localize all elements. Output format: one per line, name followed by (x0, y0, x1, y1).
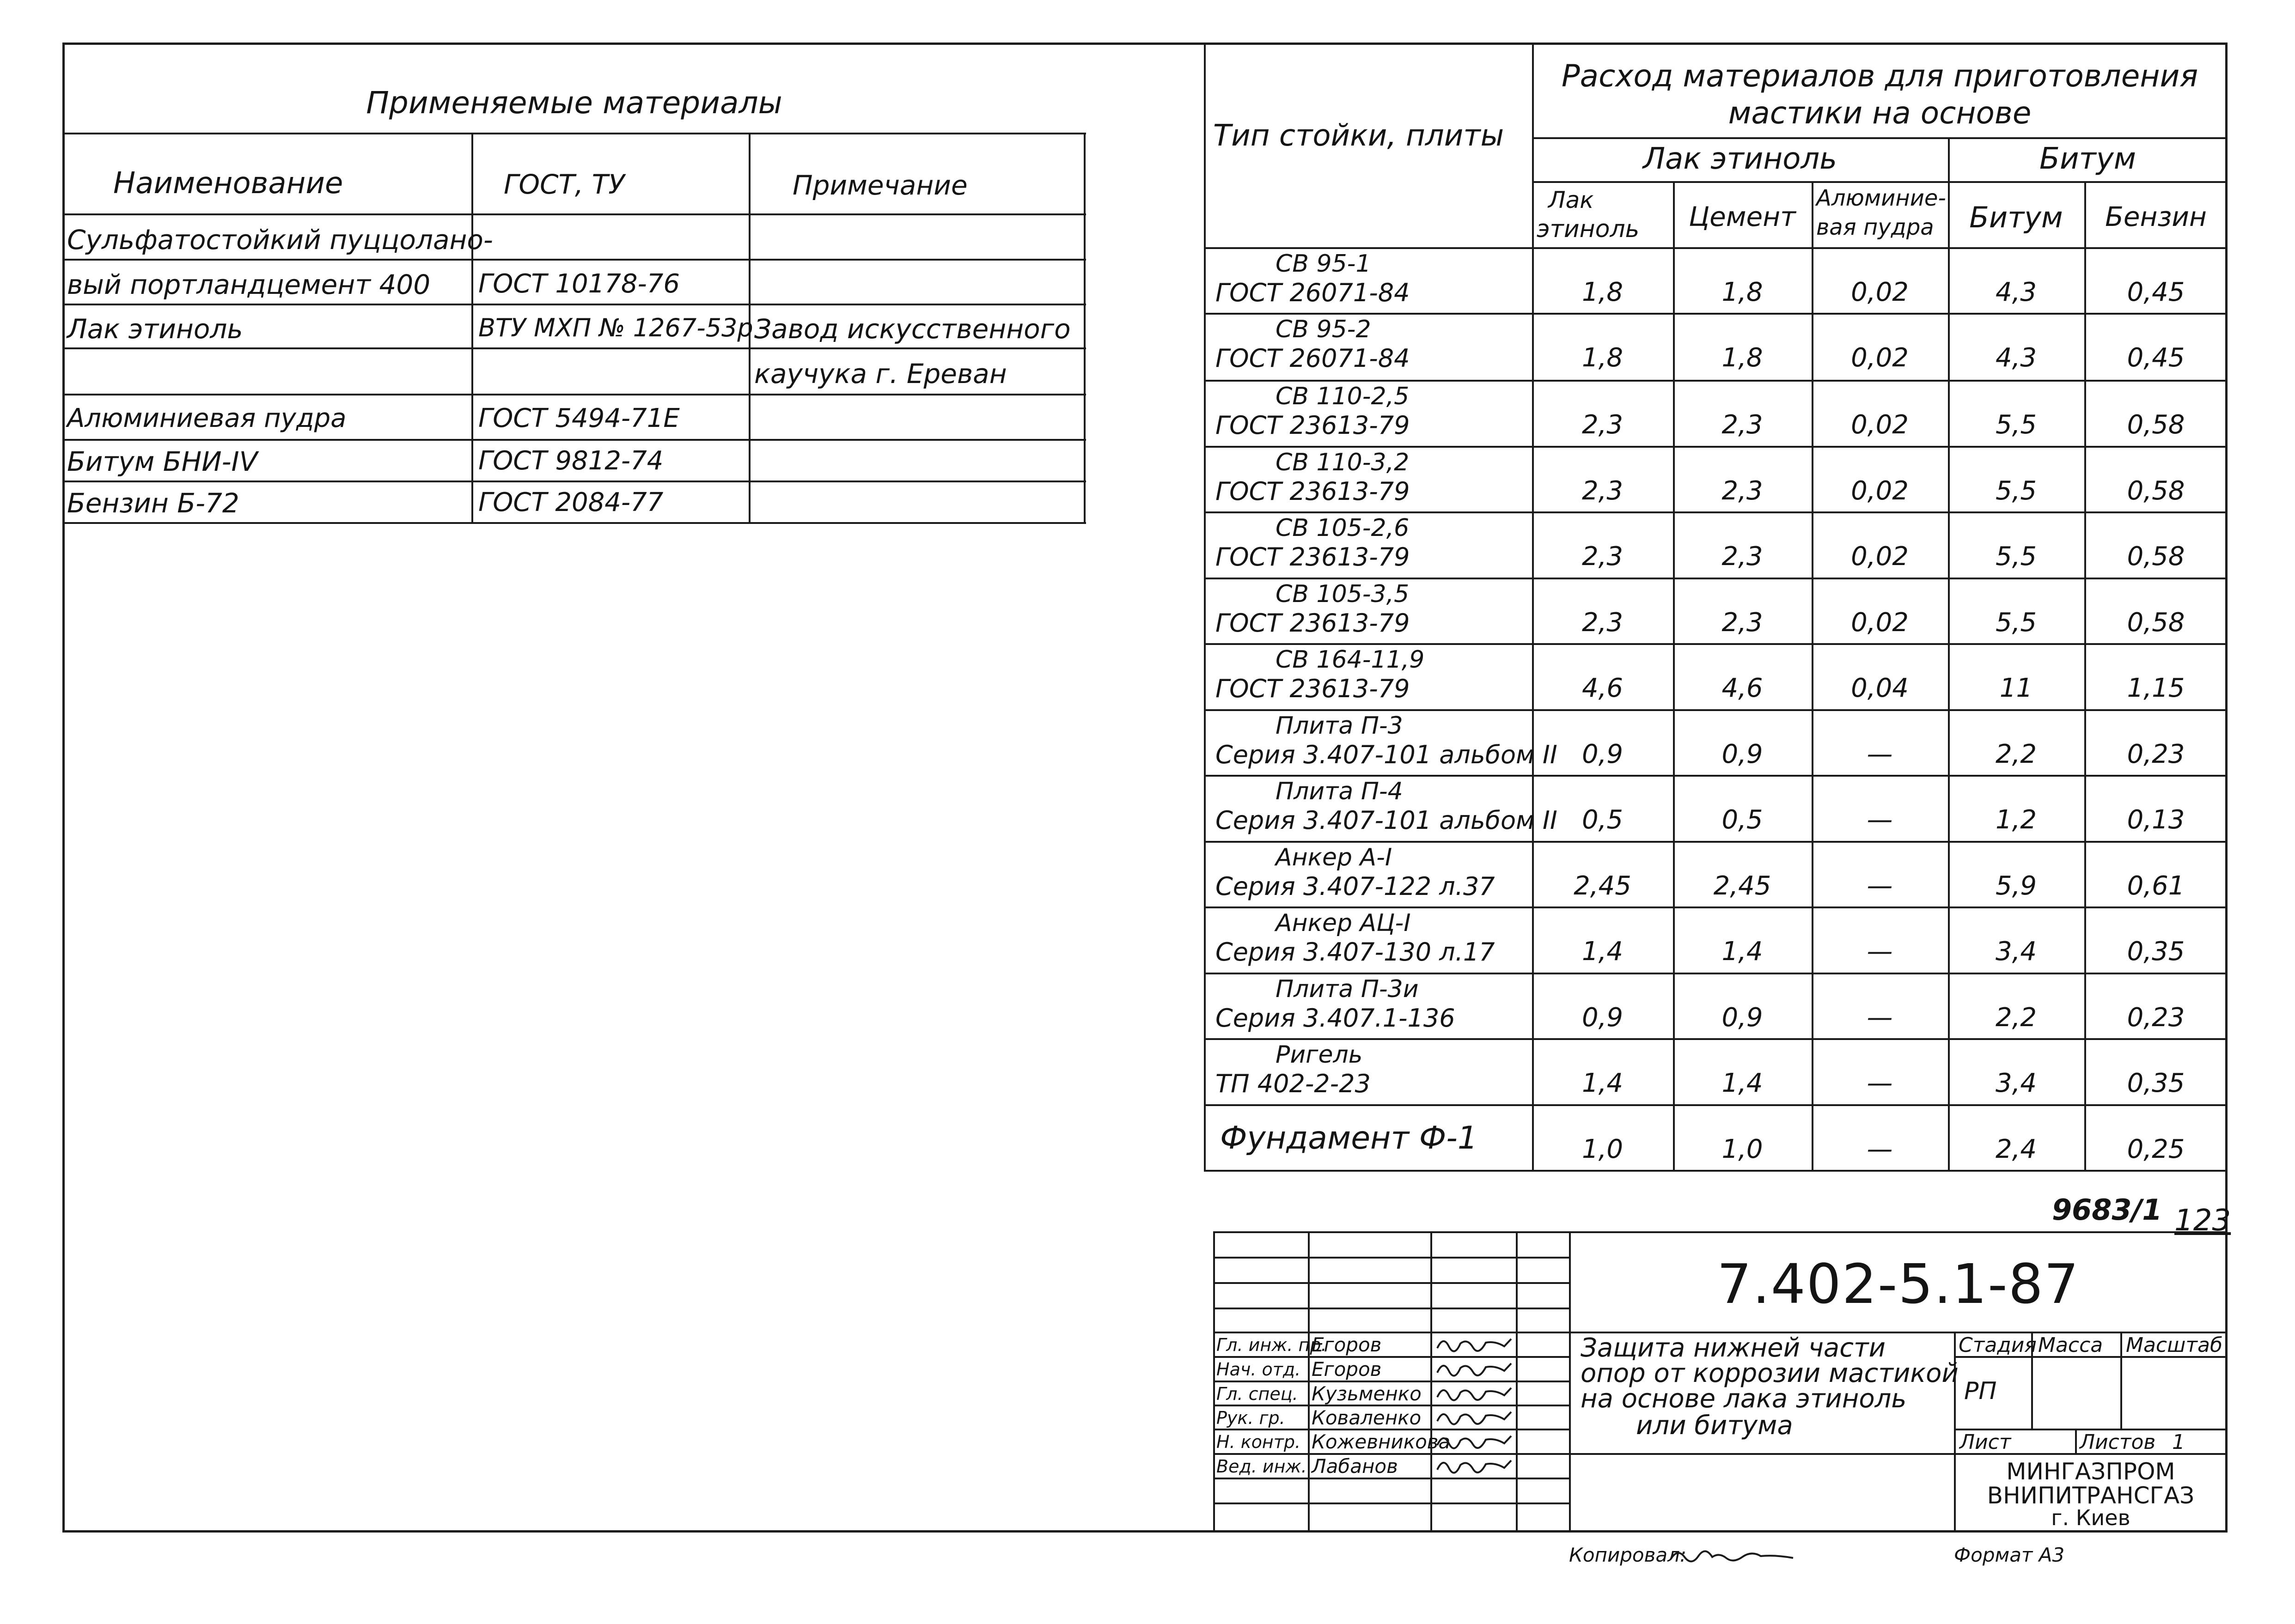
signature-name: Егоров (1312, 1358, 1382, 1381)
stage-label: Стадия (1959, 1333, 2037, 1357)
materials-row-name: Алюминиевая пудра (67, 403, 347, 433)
signature-name: Егоров (1312, 1333, 1382, 1356)
cell-bitumen: 2,2 (1995, 1003, 2037, 1033)
materials-row-gost: ВТУ МХП № 1267-53р (478, 313, 753, 342)
consumption-main-header-line2: мастики на основе (1728, 95, 2032, 131)
cell-aluminum: 0,04 (1851, 673, 1909, 703)
title-description-line: опор от коррозии мастикой (1581, 1358, 1959, 1388)
cell-gasoline: 0,35 (2127, 1068, 2185, 1098)
cell-cement: 0,5 (1721, 805, 1763, 835)
materials-row-note: Завод искусственного (754, 313, 1071, 345)
materials-title: Применяемые материалы (366, 85, 782, 121)
cell-gasoline: 0,61 (2127, 871, 2185, 901)
sub-header-lacquer: Лак (1548, 187, 1594, 213)
row-type-name: СВ 95-1 (1276, 250, 1371, 278)
cell-bitumen: 11 (1999, 673, 2033, 703)
cell-cement: 0,9 (1721, 739, 1763, 769)
handwritten-signature (1435, 1454, 1514, 1476)
format-label: Формат А3 (1954, 1544, 2065, 1566)
row-type-name: Анкер АЦ-I (1276, 909, 1411, 937)
signature-name: Коваленко (1312, 1406, 1422, 1429)
materials-row-name: вый портландцемент 400 (67, 269, 431, 300)
materials-row-name: Сульфатостойкий пуццолано- (67, 224, 493, 255)
handwritten-signature (1435, 1332, 1514, 1355)
cell-aluminum: 0,02 (1851, 410, 1909, 440)
signature-role: Вед. инж. (1216, 1456, 1307, 1477)
row-type-reference: ТП 402-2-23 (1215, 1069, 1371, 1098)
title-description-line: на основе лака этиноль (1581, 1384, 1907, 1414)
signature-role: Нач. отд. (1216, 1359, 1301, 1380)
cell-cement: 2,3 (1721, 608, 1763, 638)
row-type-reference: Серия 3.407.1-136 (1215, 1004, 1455, 1033)
cell-lacquer: 2,3 (1581, 476, 1624, 506)
cell-bitumen: 5,5 (1995, 476, 2037, 506)
cell-cement: 1,8 (1721, 343, 1763, 373)
cell-aluminum: 0,02 (1851, 343, 1909, 373)
cell-aluminum: — (1867, 805, 1893, 835)
materials-row-gost: ГОСТ 2084-77 (478, 487, 664, 517)
row-type-reference: ГОСТ 23613-79 (1215, 674, 1410, 703)
cell-gasoline: 1,15 (2127, 673, 2185, 703)
handwritten-signature (1435, 1381, 1514, 1404)
signature-role: Н. контр. (1216, 1432, 1301, 1452)
handwritten-signature (1435, 1429, 1514, 1452)
group-header-lacquer: Лак этиноль (1643, 142, 1837, 176)
cell-aluminum: — (1867, 739, 1893, 769)
cell-lacquer: 0,5 (1581, 805, 1624, 835)
cell-gasoline: 0,35 (2127, 937, 2185, 967)
row-type-reference: ГОСТ 23613-79 (1215, 477, 1410, 506)
cell-bitumen: 3,4 (1995, 1068, 2037, 1098)
type-column-header: Тип стойки, плиты (1213, 119, 1504, 153)
row-type-name: СВ 110-3,2 (1276, 449, 1410, 476)
sheet-label: Лист (1959, 1430, 2011, 1454)
sheets-value: 1 (2172, 1430, 2185, 1454)
cell-gasoline: 0,25 (2127, 1134, 2185, 1164)
row-type-name: СВ 105-2,6 (1276, 514, 1410, 542)
cell-cement: 1,4 (1721, 1068, 1763, 1098)
cell-aluminum: — (1867, 1068, 1893, 1098)
cell-lacquer: 4,6 (1581, 673, 1624, 703)
cell-cement: 1,0 (1721, 1134, 1763, 1164)
sub-header-aluminum: Алюминие- (1816, 185, 1946, 211)
row-type-reference: ГОСТ 23613-79 (1215, 542, 1410, 572)
cell-lacquer: 1,8 (1581, 277, 1624, 307)
cell-bitumen: 1,2 (1995, 805, 2037, 835)
cell-aluminum: — (1867, 871, 1893, 901)
row-type-reference: Серия 3.407-130 л.17 (1215, 937, 1495, 967)
cell-bitumen: 5,5 (1995, 608, 2037, 638)
materials-row-note: каучука г. Ереван (754, 358, 1007, 389)
cell-bitumen: 4,3 (1995, 343, 2037, 373)
cell-lacquer: 0,9 (1581, 1003, 1624, 1033)
cell-gasoline: 0,23 (2127, 1003, 2185, 1033)
organization-city: г. Киев (2051, 1505, 2130, 1530)
sub-header-aluminum-line2: вая пудра (1816, 214, 1934, 240)
row-type-name: Плита П-3и (1276, 975, 1419, 1003)
materials-row-gost: ГОСТ 5494-71Е (478, 403, 680, 433)
sub-header-gasoline: Бензин (2105, 201, 2207, 232)
row-type-reference: ГОСТ 23613-79 (1215, 608, 1410, 638)
materials-header-note: Примечание (793, 170, 968, 201)
document-code: 7.402-5.1-87 (1717, 1252, 2080, 1316)
cell-lacquer: 2,3 (1581, 541, 1624, 572)
row-type-reference: ГОСТ 23613-79 (1215, 411, 1410, 440)
row-type-reference: Серия 3.407-101 альбом II (1215, 806, 1557, 835)
row-type-name: Плита П-4 (1276, 778, 1403, 805)
organization-institute: ВНИПИТРАНСГАЗ (1987, 1482, 2195, 1509)
cell-lacquer: 1,0 (1581, 1134, 1624, 1164)
cell-cement: 1,4 (1721, 937, 1763, 967)
row-type-name: Анкер А-I (1276, 844, 1392, 871)
cell-gasoline: 0,23 (2127, 739, 2185, 769)
sub-header-cement: Цемент (1689, 201, 1796, 232)
row-type-name: СВ 95-2 (1276, 316, 1371, 343)
materials-row-name: Бензин Б-72 (67, 487, 239, 519)
signature-name: Кузьменко (1312, 1382, 1422, 1405)
cell-lacquer: 2,45 (1574, 871, 1631, 901)
row-type-name: СВ 105-3,5 (1276, 580, 1410, 608)
group-header-bitumen: Битум (2039, 142, 2136, 176)
row-type-name: Ригель (1276, 1041, 1363, 1069)
handwritten-signature (1435, 1357, 1514, 1379)
cell-bitumen: 5,9 (1995, 871, 2037, 901)
signature-name: Лабанов (1312, 1455, 1398, 1478)
mass-label: Масса (2038, 1333, 2103, 1357)
cell-gasoline: 0,13 (2127, 805, 2185, 835)
signature-name: Кожевникова (1312, 1430, 1451, 1453)
row-type-name: СВ 164-11,9 (1276, 646, 1425, 674)
cell-aluminum: — (1867, 937, 1893, 967)
scale-label: Масштаб (2126, 1333, 2223, 1357)
copier-signature (1668, 1543, 1798, 1568)
cell-gasoline: 0,45 (2127, 343, 2185, 373)
title-description-line: Защита нижней части (1581, 1333, 1886, 1363)
sub-header-bitumen: Битум (1969, 201, 2063, 234)
consumption-main-header: Расход материалов для приготовления (1561, 58, 2198, 94)
cell-lacquer: 2,3 (1581, 410, 1624, 440)
cell-cement: 2,45 (1713, 871, 1771, 901)
cell-lacquer: 1,8 (1581, 343, 1624, 373)
stage-value: РП (1964, 1377, 1997, 1405)
cell-bitumen: 4,3 (1995, 277, 2037, 307)
cell-cement: 2,3 (1721, 476, 1763, 506)
signature-role: Гл. инж. пр. (1216, 1335, 1327, 1355)
signature-role: Рук. гр. (1216, 1408, 1285, 1428)
cell-gasoline: 0,58 (2127, 410, 2185, 440)
cell-bitumen: 5,5 (1995, 410, 2037, 440)
organization-ministry: МИНГАЗПРОМ (2006, 1458, 2175, 1485)
cell-bitumen: 2,2 (1995, 739, 2037, 769)
materials-row-name: Битум БНИ-IV (67, 446, 258, 477)
cell-cement: 2,3 (1721, 541, 1763, 572)
materials-header-name: Наименование (113, 166, 343, 201)
materials-row-gost: ГОСТ 9812-74 (478, 446, 664, 476)
cell-lacquer: 0,9 (1581, 739, 1624, 769)
row-type-reference: Серия 3.407-101 альбом II (1215, 740, 1557, 769)
cell-cement: 1,8 (1721, 277, 1763, 307)
cell-lacquer: 2,3 (1581, 608, 1624, 638)
row-type-reference: ГОСТ 26071-84 (1215, 344, 1410, 373)
cell-gasoline: 0,58 (2127, 541, 2185, 572)
row-type-reference: Серия 3.407-122 л.37 (1215, 872, 1495, 901)
handwritten-signature (1435, 1405, 1514, 1428)
cell-bitumen: 3,4 (1995, 937, 2037, 967)
signature-role: Гл. спец. (1216, 1384, 1298, 1404)
cell-aluminum: 0,02 (1851, 608, 1909, 638)
title-description-line: или битума (1636, 1411, 1793, 1441)
cell-bitumen: 5,5 (1995, 541, 2037, 572)
cell-cement: 0,9 (1721, 1003, 1763, 1033)
cell-lacquer: 1,4 (1581, 937, 1624, 967)
cell-cement: 2,3 (1721, 410, 1763, 440)
row-type-name: Плита П-3 (1276, 712, 1403, 740)
sheet-reference: 9683/1 (2052, 1193, 2162, 1227)
cell-aluminum: — (1867, 1003, 1893, 1033)
cell-gasoline: 0,58 (2127, 608, 2185, 638)
row-type-reference: ГОСТ 26071-84 (1215, 278, 1410, 307)
cell-gasoline: 0,45 (2127, 277, 2185, 307)
cell-gasoline: 0,58 (2127, 476, 2185, 506)
row-type-name: Фундамент Ф-1 (1220, 1120, 1478, 1156)
cell-aluminum: 0,02 (1851, 277, 1909, 307)
cell-aluminum: — (1867, 1134, 1893, 1164)
cell-lacquer: 1,4 (1581, 1068, 1624, 1098)
materials-header-gost: ГОСТ, ТУ (504, 169, 625, 200)
copied-by-label: Копировал: (1569, 1544, 1687, 1566)
sheets-label: Листов (2080, 1430, 2156, 1454)
sub-header-lacquer-line2: этиноль (1537, 215, 1640, 243)
row-type-name: СВ 110-2,5 (1276, 383, 1410, 410)
cell-aluminum: 0,02 (1851, 476, 1909, 506)
materials-row-name: Лак этиноль (67, 313, 243, 345)
materials-row-gost: ГОСТ 10178-76 (478, 269, 680, 299)
page-number: 123 (2174, 1204, 2231, 1238)
cell-cement: 4,6 (1721, 673, 1763, 703)
cell-aluminum: 0,02 (1851, 541, 1909, 572)
cell-bitumen: 2,4 (1995, 1134, 2037, 1164)
